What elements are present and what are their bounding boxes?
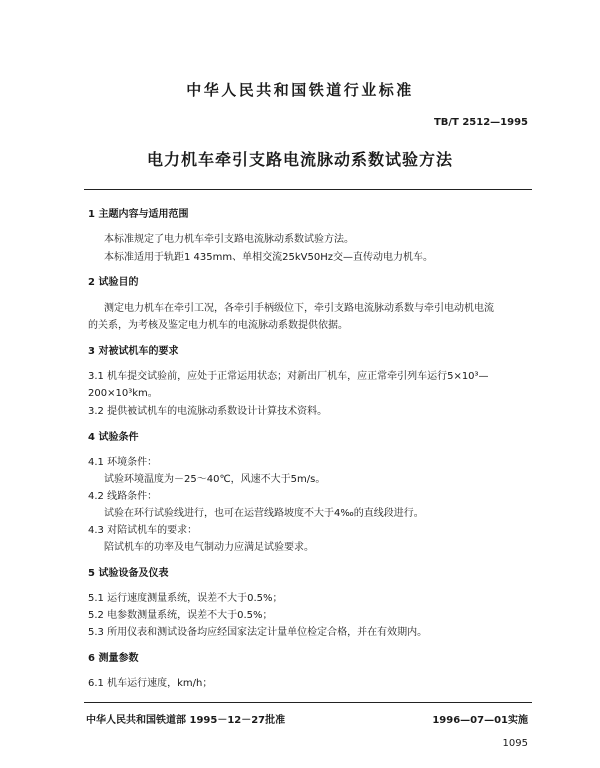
section-5-item-2: 5.2 电参数测量系统，误差不大于0.5%； [88,610,273,621]
issuing-organization: 中华人民共和国铁道行业标准 [186,81,414,99]
section-5-item-1: 5.1 运行速度测量系统，误差不大于0.5%； [88,593,283,604]
section-1-paragraph-2: 本标准适用于轨距1 435mm、单相交流25kV50Hz交—直传动电力机车。 [104,252,433,263]
section-2-heading: 2 试验目的 [88,277,139,288]
section-4-item-2-text: 试验在环行试验线进行，也可在运营线路坡度不大于4‰的直线段进行。 [104,508,424,519]
section-6-heading: 6 测量参数 [88,653,139,664]
standard-code: TB/T 2512—1995 [433,117,528,128]
title-divider [84,189,532,190]
section-1-heading: 1 主题内容与适用范围 [88,209,189,220]
section-5-item-3: 5.3 所用仪表和测试设备均应经国家法定计量单位检定合格，并在有效期内。 [88,627,428,638]
section-4-item-1: 4.1 环境条件： [88,457,158,468]
section-3-item-1-line-2: 200×10³km。 [88,388,158,399]
section-2-line-2: 的关系，为考核及鉴定电力机车的电流脉动系数提供依据。 [88,320,348,331]
document-title: 电力机车牵引支路电流脉动系数试验方法 [146,150,453,169]
approval-date: 中华人民共和国铁道部 1995－12－27批准 [86,715,286,726]
section-5-heading: 5 试验设备及仪表 [88,568,169,579]
section-4-item-2: 4.2 线路条件： [88,491,158,502]
implementation-date: 1996—07—01实施 [432,715,528,726]
page-number: 1095 [502,738,528,749]
section-3-heading: 3 对被试机车的要求 [88,346,179,357]
footer-divider [84,702,532,703]
section-4-item-1-text: 试验环境温度为－25～40℃，风速不大于5m/s。 [104,474,326,485]
section-2-line-1: 测定电力机车在牵引工况，各牵引手柄级位下，牵引支路电流脉动系数与牵引电动机电流 [104,303,494,314]
section-4-item-3: 4.3 对陪试机车的要求： [88,525,198,536]
section-4-item-3-text: 陪试机车的功率及电气制动力应满足试验要求。 [104,542,314,553]
section-4-heading: 4 试验条件 [88,432,139,443]
section-6-item-1: 6.1 机车运行速度，km/h； [88,678,213,689]
section-3-item-1-line-1: 3.1 机车提交试验前，应处于正常运用状态；对新出厂机车，应正常牵引列车运行5×10³— [88,371,489,382]
section-1-paragraph-1: 本标准规定了电力机车牵引支路电流脉动系数试验方法。 [104,234,354,245]
section-3-item-2: 3.2 提供被试机车的电流脉动系数设计计算技术资料。 [88,406,328,417]
